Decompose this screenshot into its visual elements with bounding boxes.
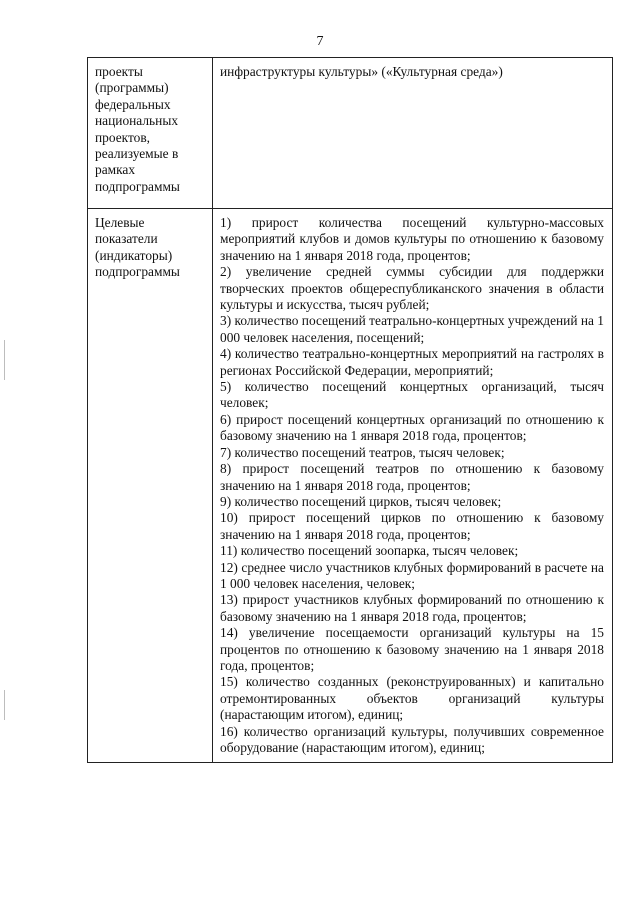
label-line: подпрограммы — [95, 264, 180, 280]
label-line: реализуемые в — [95, 146, 179, 162]
scan-artifact — [4, 690, 5, 720]
label-lines — [95, 215, 206, 281]
label-line: показатели — [95, 231, 158, 247]
indicator-item: 7) количество посещений театров, тысяч человек; — [220, 444, 505, 460]
row-label-indicators — [88, 209, 213, 763]
indicator-item: 8) прирост посещений театров по отношению к базовому значению на 1 января 2018 года, процентов; — [220, 461, 604, 493]
indicator-item: 15) количество созданных (реконструированных) и капитально отремонтированных объектов организаций культуры (нарастающим итогом), единиц; — [220, 674, 604, 723]
label-line: федеральных — [95, 96, 171, 112]
indicator-item: 16) количество организаций культуры, получивших современное оборудование (нарастающим итогом), единиц; — [220, 723, 604, 755]
indicator-item: 9) количество посещений цирков, тысяч человек; — [220, 493, 502, 509]
indicator-item: 2) увеличение средней суммы субсидии для поддержки творческих проектов общереспубликанского значения в области культуры и искусства, тысяч рублей; — [220, 264, 604, 313]
label-line: проекты — [95, 64, 143, 79]
label-line: Целевые — [95, 215, 145, 230]
indicator-item: 13) прирост участников клубных формирований по отношению к базовому значению на 1 января 2018 года, процентов; — [220, 592, 604, 624]
indicator-item: 10) прирост посещений цирков по отношению к базовому значению на 1 января 2018 года, процентов; — [220, 510, 604, 542]
passport-table — [87, 57, 613, 763]
label-line: национальных — [95, 113, 179, 129]
indicator-item: 1) прирост количества посещений культурно-массовых мероприятий клубов и домов культуры по отношению к базовому значению на 1 января 2018 года, процентов; — [220, 215, 604, 263]
label-line: проектов, — [95, 129, 151, 145]
table-row-projects — [88, 58, 613, 209]
indicator-item: 3) количество посещений театрально-концертных учреждений на 1 000 человек населения, посещений; — [220, 313, 605, 345]
label-line: (индикаторы) — [95, 247, 173, 263]
label-lines — [95, 64, 206, 195]
label-line: (программы) — [95, 80, 169, 96]
scan-artifact — [4, 340, 5, 380]
label-line: подпрограммы — [95, 178, 180, 194]
indicator-item: 4) количество театрально-концертных мероприятий на гастролях в регионах Российской Федерации, мероприятий; — [220, 346, 604, 378]
table-row-indicators — [88, 209, 613, 763]
page-number: 7 — [316, 34, 324, 49]
indicator-item: 14) увеличение посещаемости организаций культуры на 15 процентов по отношению к базовому значению на 1 января 2018 года, процентов; — [220, 625, 604, 673]
indicator-list — [213, 209, 613, 763]
indicator-item: 6) прирост посещений концертных организаций по отношению к базовому значению на 1 января 2018 года, процентов; — [220, 411, 604, 444]
row-value-projects: инфраструктуры культуры» («Культурная среда») — [213, 58, 613, 209]
label-line: рамках — [95, 162, 136, 178]
row-label-projects — [88, 58, 213, 209]
indicator-item: 12) среднее число участников клубных формирований в расчете на 1 000 человек населения, человек; — [220, 559, 604, 591]
indicator-item: 11) количество посещений зоопарка, тысяч человек; — [220, 543, 519, 559]
indicator-item: 5) количество посещений концертных организаций, тысяч человек; — [220, 379, 604, 411]
